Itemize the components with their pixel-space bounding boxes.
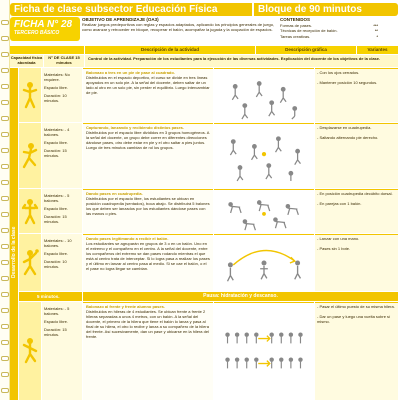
- sidebar-band: [10, 68, 18, 400]
- ficha-badge: [10, 17, 80, 41]
- activity-row: [19, 123, 398, 188]
- contents-item: [280, 34, 398, 40]
- capacity-figure: [19, 189, 41, 233]
- duration-text: Duración: 15 minutos.: [44, 327, 67, 337]
- throwing-figure-icon: [21, 248, 39, 278]
- binder-ring: [1, 228, 9, 233]
- activity-variants: - Lanzar con una mano. - Pases sin 1 bote.: [315, 234, 398, 291]
- activity-meta: [42, 302, 82, 400]
- binder-ring: [1, 308, 9, 313]
- running-figure-icon: [21, 141, 39, 171]
- space-text: Espacio libre.: [44, 140, 69, 145]
- title-bar: [10, 3, 398, 16]
- activity-graphic: [214, 189, 314, 233]
- binder-ring: [1, 244, 9, 249]
- relay-rows-diagram-icon: [216, 323, 312, 381]
- objective-heading: OBJETIVO DE APRENDIZAJE (OA3): [82, 17, 159, 22]
- coordination-figure-icon: [21, 336, 39, 366]
- activity-text: Distribuidos en hileras de 4 estudiantes. Se ubican frente a frente 2 hileras separadas a unos 4 metros, con un balón. A la señal del docente, el primero de la hilera que tiene el balón lo lanza y pasa al final de su hilera, el otro lo recibe y lanza a su compañero de la hilera del frente. Así sucesivamente, dan un pase y ubicarse en la hilera del frente.: [86, 309, 209, 339]
- header-capacity: Capacidad física abordada: [10, 55, 43, 65]
- contents-item-stars: *: [376, 33, 378, 39]
- activity-meta: [42, 234, 82, 291]
- contents-block: [280, 17, 398, 39]
- binder-ring: [1, 52, 9, 57]
- activity-row: [19, 234, 398, 291]
- binder-ring: [1, 260, 9, 265]
- space-text: Espacio libre.: [44, 85, 69, 90]
- activity-text: Distribuidos por el espacio libre divididos en 3 grupos homogéneos. A la señal del docente, un grupo debe correr en diferentes direcciones dándose pases, otro debe estar en pie y el otro saltar a pies juntos. Luego de tres minutos cambian de rol los grupos.: [86, 130, 210, 150]
- activity-row: [19, 68, 398, 122]
- binder-ring: [1, 100, 9, 105]
- stretching-figure-icon: [21, 80, 39, 110]
- materials-text: Materiales: - 10 balones.: [44, 238, 72, 248]
- contents-item-label: Tareas creativas.: [280, 33, 311, 39]
- binder-ring: [1, 68, 9, 73]
- space-text: Espacio libre.: [44, 251, 69, 256]
- binder-ring: [1, 212, 9, 217]
- activity-heading: Dando pases legitimando a recibir el balón.: [86, 236, 169, 241]
- crawling-diagram-icon: [216, 191, 312, 233]
- activity-graphic: [214, 68, 314, 122]
- binder-ring: [1, 340, 9, 345]
- activity-graphic: [214, 302, 314, 400]
- activity-variants: - Pasar el último puesto de su misma hilera. - Dar un pase y luego una vuelta sobre sí mismo.: [315, 302, 398, 400]
- interception-diagram-icon: [216, 236, 312, 290]
- contents-item-stars: **: [374, 28, 378, 33]
- materials-text: Materiales: - 5 balones.: [44, 306, 70, 316]
- lesson-sheet: [10, 0, 400, 400]
- capacity-figure: [19, 123, 41, 188]
- binder-ring: [1, 84, 9, 89]
- activity-heading: Capturando, lanzando y recibiendo distintos pases.: [86, 125, 185, 130]
- duration-text: Duración: 10 minutos.: [44, 93, 67, 103]
- ficha-number: FICHA N° 28: [14, 19, 73, 30]
- binder-ring: [1, 180, 9, 185]
- activity-description: [83, 234, 213, 291]
- activity-heading: Dando pases en cuadrupedia.: [86, 191, 143, 196]
- activity-graphic: [214, 234, 314, 291]
- capacity-figure: [19, 234, 41, 291]
- activity-heading: Balonazo a tres en un pie de pase al cuadrado.: [86, 70, 175, 75]
- passing-groups-diagram-icon: [216, 126, 312, 186]
- grade-label: TERCERO BÁSICO: [14, 30, 60, 36]
- binder-ring: [1, 132, 9, 137]
- activity-description: [83, 189, 213, 233]
- strength-figure-icon: [21, 196, 39, 226]
- objective-block: [82, 17, 278, 32]
- activity-meta: [42, 123, 82, 188]
- activity-text: Los estudiantes se agruparán en grupos de 3 o en un balón. Uno en el extremo y el compañero en el centro. A la señal del docente, entre los compañeros del extremo se dan pases rodando mientras el que está al centro trata de interceptar. Si lo logra pasa a realizar los pases y el último en lanzar al centro pasa al medio. Si se cae el balón, o el el pase no logra llegar se cambian.: [86, 241, 210, 271]
- header-graphic: Descripción gráfica: [256, 46, 356, 54]
- binder-strip: [0, 0, 10, 400]
- contents-heading: CONTENIDOS: [280, 17, 311, 22]
- activity-variants: - Con los ojos cerrados. - Mantener posición 10 segundos.: [315, 68, 398, 122]
- contents-item-label: Formas de pases.: [280, 22, 313, 28]
- space-text: Espacio libre.: [44, 319, 69, 324]
- pause-duration: 5 minutos.: [19, 292, 82, 301]
- table-header: [10, 46, 398, 54]
- header-spacer: [10, 46, 84, 54]
- header-description: Descripción de la actividad: [85, 46, 255, 54]
- binder-ring: [1, 292, 9, 297]
- activity-meta: [42, 189, 82, 233]
- header-variants: Variantes: [357, 46, 398, 54]
- jumping-diagram-icon: [216, 71, 312, 121]
- binder-ring: [1, 20, 9, 25]
- duration-text: Duración: 15 minutos.: [44, 214, 67, 224]
- activity-row: [19, 189, 398, 233]
- contents-item-stars: ***: [373, 22, 378, 28]
- pause-row: [19, 292, 398, 301]
- binder-ring: [1, 196, 9, 201]
- activity-text: Distribuidos en el espacio deportivo, el curso se divide en tres líneas apoyados en un solo pie. A la señal del docente, deben saltar de un lado al otro en un solo pie, sin perder el equilibrio. Luego intercambiar de pie.: [86, 75, 210, 95]
- contents-item-label: Técnicas de recepción de balón.: [280, 28, 338, 33]
- binder-ring: [1, 148, 9, 153]
- binder-ring: [1, 164, 9, 169]
- materials-text: Materiales: - 4 balones.: [44, 127, 70, 137]
- binder-ring: [1, 372, 9, 377]
- materials-text: Materiales: No requiere.: [44, 72, 70, 82]
- capacity-figure: [19, 302, 41, 400]
- activity-graphic: [214, 123, 314, 188]
- header-time: N° DE CLASE 15 minutos: [44, 55, 84, 67]
- activity-row: [19, 302, 398, 400]
- activity-variants: - En posición cuadrupedia decúbito dorsal. - En parejas con 1 balón.: [315, 189, 398, 233]
- sidebar-label: Desarrollo de la clase: [11, 226, 17, 278]
- binder-ring: [1, 356, 9, 361]
- activity-description: [83, 123, 213, 188]
- binder-ring: [1, 36, 9, 41]
- activity-description: [83, 68, 213, 122]
- header-column-note: Control de la actividad. Preparación de los estudiantes para la ejecución de las diversas actividades. Explicación del docente de los objetivos de la clase.: [85, 55, 398, 67]
- binder-ring: [1, 324, 9, 329]
- binder-ring: [1, 276, 9, 281]
- duration-text: Duración: 15 minutos.: [44, 148, 67, 158]
- objective-text: Realizar juegos predeportivos con reglas y espacios adaptados, aplicando los principios generales de juego, como avanzar y retroceder en bloque, recuperar el balón, acompañar la jugada y la ocupación de espacios.: [82, 22, 275, 32]
- space-text: Espacio libre.: [44, 206, 69, 211]
- pause-text: Pausa: hidratación y descanso.: [83, 292, 398, 301]
- duration-text: Duración: 10 minutos.: [44, 259, 67, 269]
- sheet-title: Ficha de clase subsector Educación Física: [10, 3, 252, 16]
- activity-description: [83, 302, 213, 400]
- activity-meta: [42, 68, 82, 122]
- binder-ring: [1, 388, 9, 393]
- binder-ring: [1, 116, 9, 121]
- activity-variants: - Desplazarse en cuadrupedia. - Saltando alternando pie derecho.: [315, 123, 398, 188]
- block-duration: Bloque de 90 minutos: [252, 3, 398, 16]
- materials-text: Materiales: - 5 balones.: [44, 193, 70, 203]
- activity-text: Distribuidos por el espacio libre, los estudiantes se ubican en posición cuadrupedia (sentados), boca abajo. Se distribuirá 5 balones los que deben ser lanzados por los estudiantes dándose pases con las manos o pies.: [86, 196, 210, 216]
- capacity-figure: [19, 68, 41, 122]
- activity-heading: Balonazo al frente y frente alumno pases.: [86, 304, 165, 309]
- column-subheader: [10, 55, 398, 67]
